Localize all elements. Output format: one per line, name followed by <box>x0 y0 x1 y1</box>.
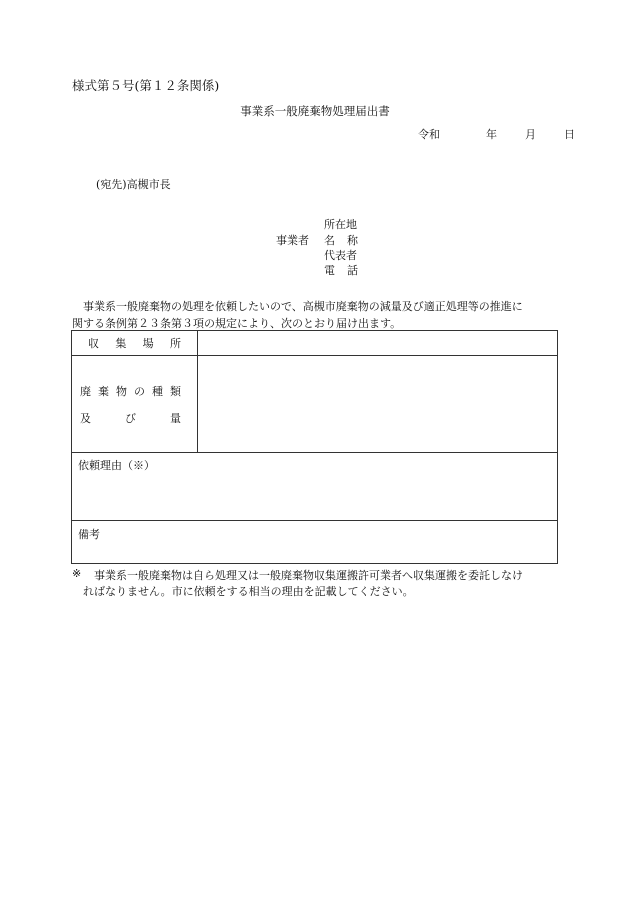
body-line: 関する条例第２３条第３項の規定により、次のとおり届け出ます。 <box>72 317 402 330</box>
table-row <box>72 453 558 521</box>
body-text <box>72 298 558 332</box>
date-day-unit: 日 <box>564 128 575 141</box>
label-char: 類 <box>170 384 181 398</box>
applicant-group-label: 事業者 <box>276 234 309 247</box>
label-char: 棄 <box>98 384 109 398</box>
collection-place-label <box>72 331 198 356</box>
phone-label-char: 話 <box>347 264 358 277</box>
address-label: 所在地 <box>324 218 357 231</box>
name-label-char: 名 <box>324 234 335 247</box>
form-table <box>71 330 558 564</box>
label-char: 所 <box>169 337 181 350</box>
phone-label-char: 電 <box>324 264 335 277</box>
name-label-char: 称 <box>347 234 358 247</box>
date-month-unit: 月 <box>525 128 536 141</box>
table-row <box>72 356 558 453</box>
document-title: 事業系一般廃棄物処理届出書 <box>240 104 390 118</box>
note-line: ればなりません。市に依頼をする相当の理由を記載してください。 <box>83 585 414 598</box>
label-char: 量 <box>170 411 181 425</box>
reason-label: 依頼理由（※） <box>78 459 155 472</box>
label-char: 集 <box>115 337 127 350</box>
label-char: 及 <box>80 411 91 425</box>
label-char: 廃 <box>80 384 91 398</box>
table-row <box>72 521 558 564</box>
label-char: 場 <box>142 337 154 350</box>
label-char: 種 <box>152 384 163 398</box>
name-label <box>324 232 358 248</box>
reason-cell[interactable] <box>72 453 558 521</box>
remarks-cell[interactable] <box>72 521 558 564</box>
waste-type-amount-field[interactable] <box>198 356 558 453</box>
collection-place-field[interactable] <box>198 331 558 356</box>
body-line: 事業系一般廃棄物の処理を依頼したいので、高槻市廃棄物の減量及び適正処理等の推進に <box>83 300 523 313</box>
remarks-label: 備考 <box>78 528 100 541</box>
note-mark: ※ <box>72 567 82 580</box>
label-char: 収 <box>88 337 99 350</box>
table-row <box>72 331 558 356</box>
waste-type-amount-label <box>72 356 198 453</box>
label-char: の <box>134 384 145 398</box>
label-char: 物 <box>116 384 127 398</box>
addressee: (宛先)高槻市長 <box>96 178 171 191</box>
form-number: 様式第５号(第１２条関係) <box>72 78 220 93</box>
date-era: 令和 <box>418 128 440 141</box>
note-line: 事業系一般廃棄物は自ら処理又は一般廃棄物収集運搬許可業者へ収集運搬を委託しなけ <box>94 569 523 582</box>
representative-label: 代表者 <box>324 249 357 262</box>
label-char: び <box>125 411 136 425</box>
phone-label <box>324 262 358 278</box>
date-line <box>418 126 575 142</box>
date-year-unit: 年 <box>486 128 497 141</box>
